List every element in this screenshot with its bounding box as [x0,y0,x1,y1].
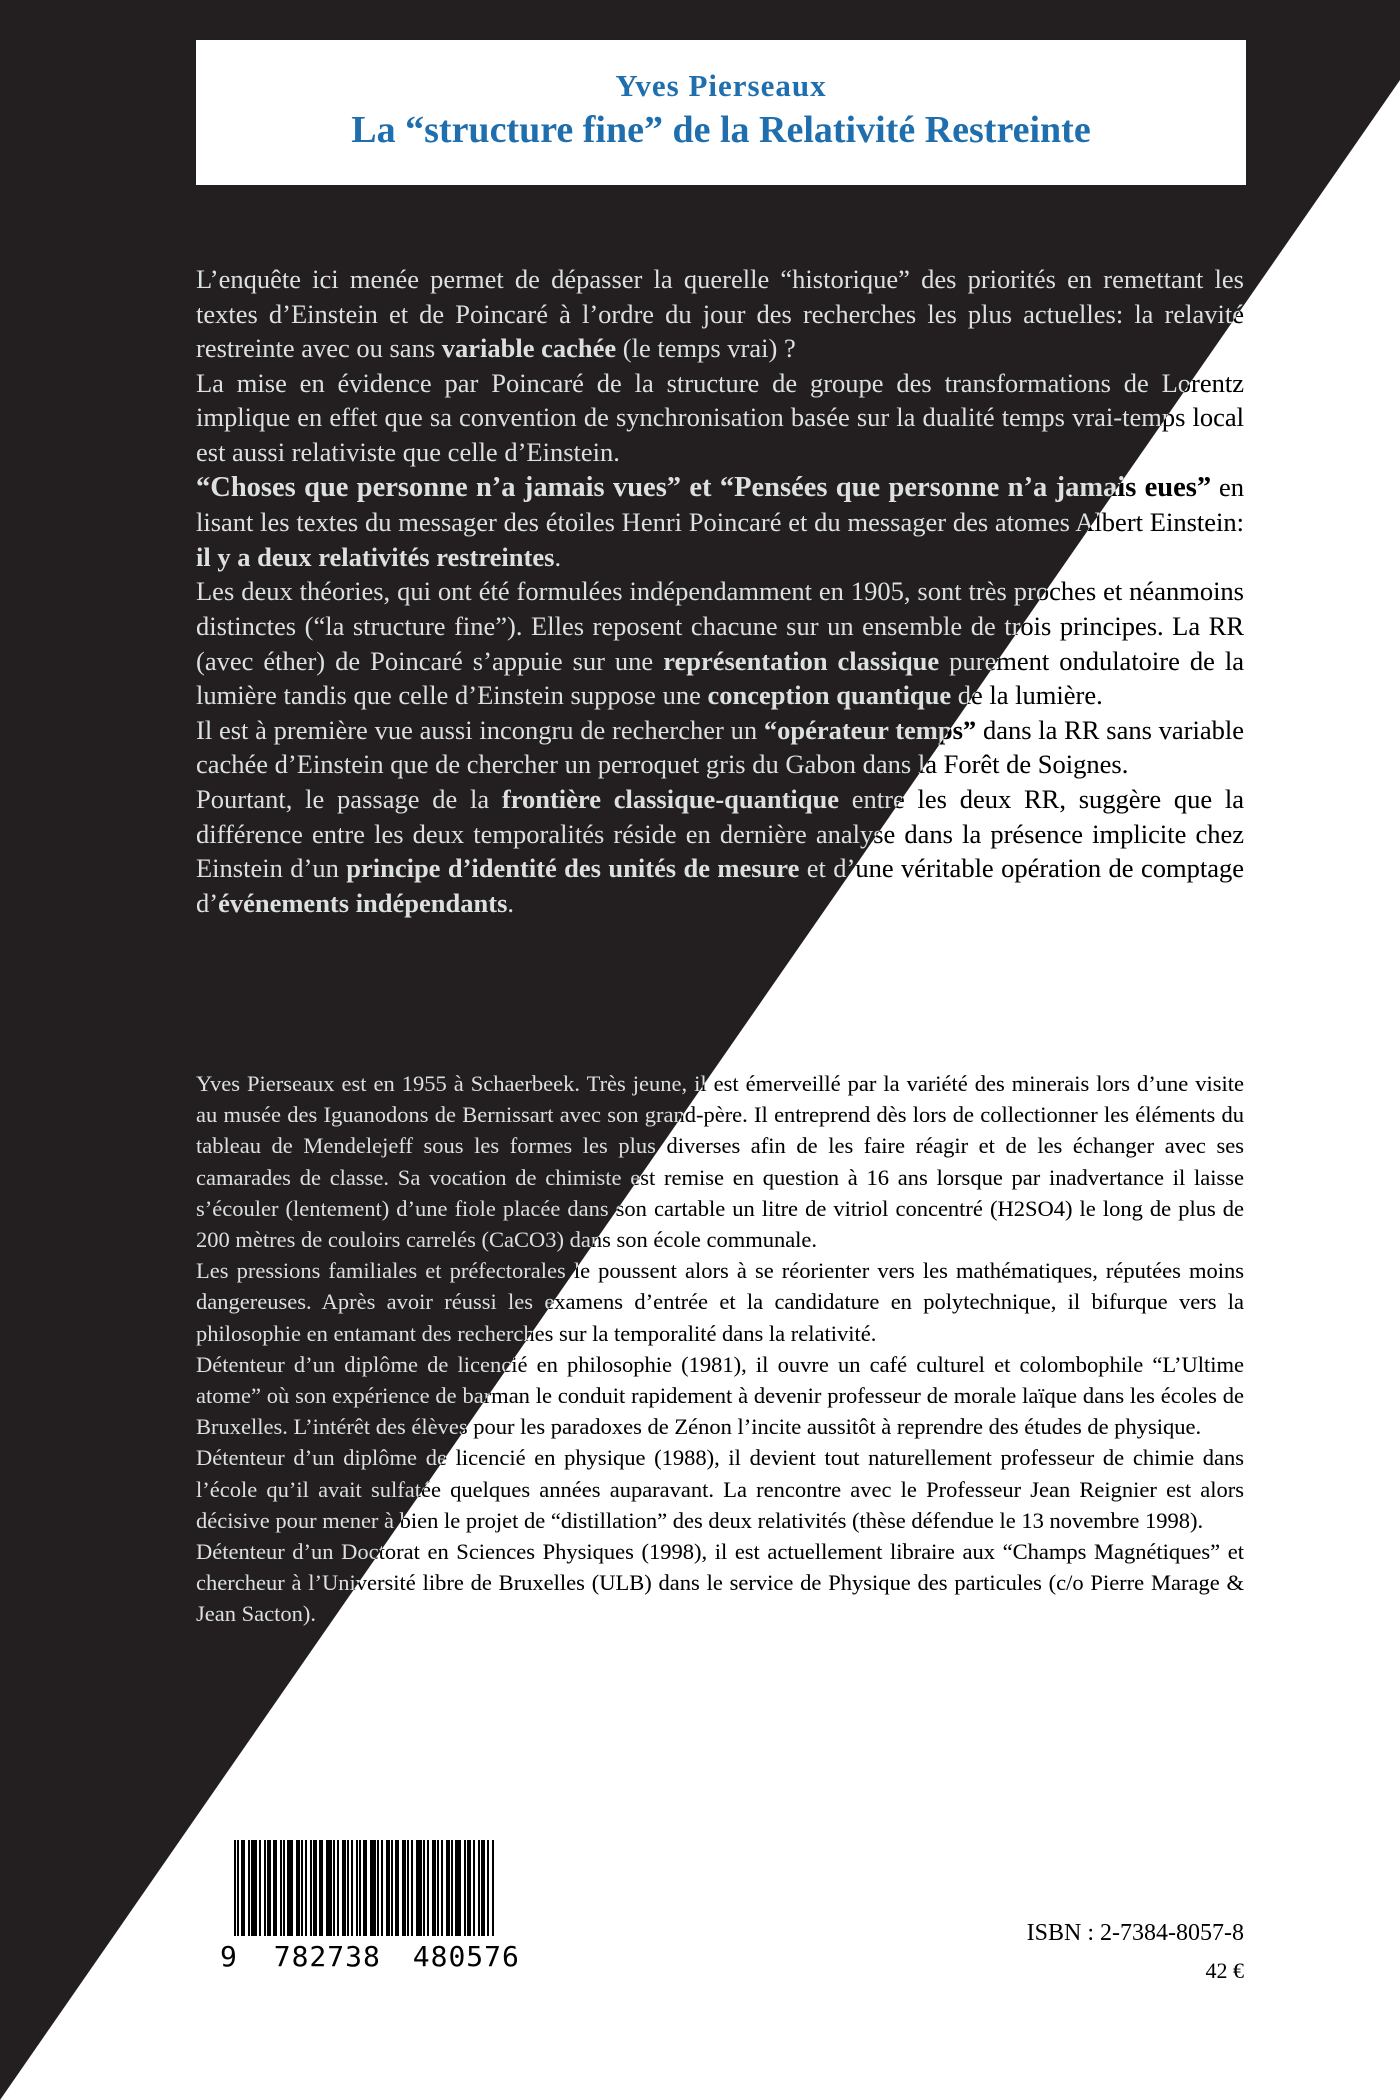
barcode-bar [280,1840,282,1936]
abstract-paragraph-6: Pourtant, le passage de la frontière classique-quantique entre les deux RR, suggère que la différence entre les deux temporalités réside en dernière analyse dans la présence implicite chez Einstein d’un principe d’identité des unités de mesure et d’une véritable opération de comptage d’événements indépendants. [196,783,1245,918]
barcode-bar [347,1840,349,1936]
author-biography [196,1068,1244,1630]
barcode-group-1: 782738 [273,1940,381,1973]
barcode-bar [411,1840,413,1936]
barcode-bar [305,1840,307,1936]
barcode-bar [478,1840,480,1936]
isbn-barcode [220,1840,524,1973]
abstract-paragraph-5: Il est à première vue aussi incongru de rechercher un “opérateur temps” dans la RR sans variable cachée d’Einstein que de chercher un perroquet gris du Gabon dans la Forêt de Soignes. [196,714,1244,780]
barcode-bar [467,1840,471,1936]
barcode-bar [287,1840,293,1936]
barcode-bar [273,1840,277,1936]
abstract-paragraph-3: “Choses que personne n’a jamais vues” et “Pensées que personne n’a jamais eues” en lisant les textes du messager des étoiles Henri Poincaré et du messager des atomes Albert Einstein: il y a deux relativités restreintes. [196,471,1244,572]
barcode-bar [301,1840,303,1936]
barcode-bar [416,1840,422,1936]
barcode-bar [283,1840,285,1936]
barcode-bar [481,1840,485,1936]
barcode-bar [267,1840,271,1936]
bio-paragraph-4: Détenteur d’un diplôme de licencié en physique (1988), il devient tout naturellement professeur de chimie dans l’école qu’il avait sulfatée quelques années auparavant. La rencontre avec le Professeur Jean Reignier est alors décisive pour mener à bien le projet de “distillation” des deux relativités (thèse défendue le 13 novembre 1998). [196,1445,1244,1533]
barcode-bar [402,1840,406,1936]
barcode-bar [441,1840,443,1936]
barcode-bar [423,1840,425,1936]
barcode-bar [370,1840,376,1936]
barcode-bar [259,1840,261,1936]
abstract-text [196,262,1244,920]
barcode-bar [455,1840,461,1936]
bio-paragraph-5: Détenteur d’un Doctorat en Sciences Physiques (1998), il est actuellement libraire aux “Champs Magnétiques” et chercheur à l’Université libre de Bruxelles (ULB) dans le service de Physique des particules (c/o Pierre Marage & Jean Sacton). [196,1539,1244,1627]
barcode-bar [391,1840,393,1936]
barcode-bar [351,1840,353,1936]
barcode-bar [432,1840,436,1936]
barcode-group-2: 480576 [412,1940,520,1973]
abstract-paragraph-4: Les deux théories, qui ont été formulées indépendamment en 1905, sont très proches et néanmoins distinctes (“la structure fine”). Elles reposent chacune sur un ensemble de trois principes. La RR (avec éther) de Poincaré s’appuie sur une représentation classique purement ondulatoire de la lumière tandis que celle d’Einstein suppose une conception quantique de la lumière. [196,576,1244,711]
barcode-bar [473,1840,475,1936]
barcode-bar [451,1840,453,1936]
barcode-bar [326,1840,332,1936]
bio-paragraph-2: Les pressions familiales et préfectorales le poussent alors à se réorienter vers les mathématiques, réputées moins dangereuses. Après avoir réussi les examens d’entrée et la candidature en polytechnique, il bifurque vers la philosophie en entamant des recherches sur la temporalité dans la relativité. [196,1258,1244,1346]
barcode-bar [296,1840,300,1936]
barcode-bar [381,1840,383,1936]
barcode-bar [234,1840,236,1936]
barcode-bar [310,1840,312,1936]
barcode-bar [337,1840,339,1936]
barcode-bar [464,1840,466,1936]
isbn-number: ISBN : 2-7384-8057-8 [1026,1920,1244,1946]
barcode-bar [363,1840,367,1936]
barcode-bar [251,1840,257,1936]
barcode-bar [492,1840,494,1936]
barcode-bar [386,1840,390,1936]
barcode-bar [427,1840,429,1936]
barcode-bar [487,1840,489,1936]
barcode-bar [248,1840,250,1936]
barcode-bar [359,1840,361,1936]
barcode-bar [377,1840,379,1936]
abstract-paragraph-1: L’enquête ici menée permet de dépasser la querelle “historique” des priorités en remettant les textes d’Einstein et de Poincaré à l’ordre du jour des recherches les plus actuelles: la relavité restreinte avec ou sans variable cachée (le temps vrai) ? [196,264,1244,364]
book-title: La “structure fine” de la Relativité Restreinte [351,109,1091,151]
barcode-bars [234,1840,524,1936]
barcode-bar [407,1840,409,1936]
barcode-bar [437,1840,439,1936]
title-box [196,40,1246,185]
price: 42 € [1205,1958,1244,1983]
barcode-bar [313,1840,317,1936]
barcode-bar [333,1840,335,1936]
barcode-digits [220,1940,520,1973]
barcode-lead-digit: 9 [220,1940,238,1973]
bio-paragraph-1: Yves Pierseaux est en 1955 à Schaerbeek. Très jeune, il est émerveillé par la variété des minerais lors d’une visite au musée des Iguanodons de Bernissart avec son grand-père. Il entreprend dès lors de collectionner les éléments du tableau de Mendelejeff sous les formes les plus diverses afin de les faire réagir et de les échanger avec ses camarades de classe. Sa vocation de chimiste est remise en question à 16 ans lorsque par inadvertance il laisse s’écouler (lentement) d’une fiole placée dans son cartable un litre de vitriol concentré (H2SO4) le long de plus de 200 mètres de couloirs carrelés (CaCO3) dans son école communale. [196,1071,1244,1253]
barcode-bar [356,1840,358,1936]
barcode-bar [241,1840,245,1936]
bio-paragraph-3: Détenteur d’un diplôme de licencié en philosophie (1981), il ouvre un café culturel et colombophile “L’Ultime atome” où son expérience de barman le conduit rapidement à devenir professeur de morale laïque dans les écoles de Bruxelles. L’intérêt des élèves pour les paradoxes de Zénon l’incite aussitôt à reprendre des études de physique. [196,1351,1244,1440]
barcode-bar [237,1840,239,1936]
barcode-bar [342,1840,346,1936]
author-name: Yves Pierseaux [615,68,827,103]
barcode-bar [395,1840,399,1936]
barcode-bar [319,1840,323,1936]
barcode-bar [264,1840,266,1936]
abstract-paragraph-2: La mise en évidence par Poincaré de la structure de groupe des transformations de Lorentz implique en effet que sa convention de synchronisation basée sur la dualité temps vrai-temps local est aussi relativiste que celle d’Einstein. [196,367,1244,467]
barcode-bar [446,1840,450,1936]
